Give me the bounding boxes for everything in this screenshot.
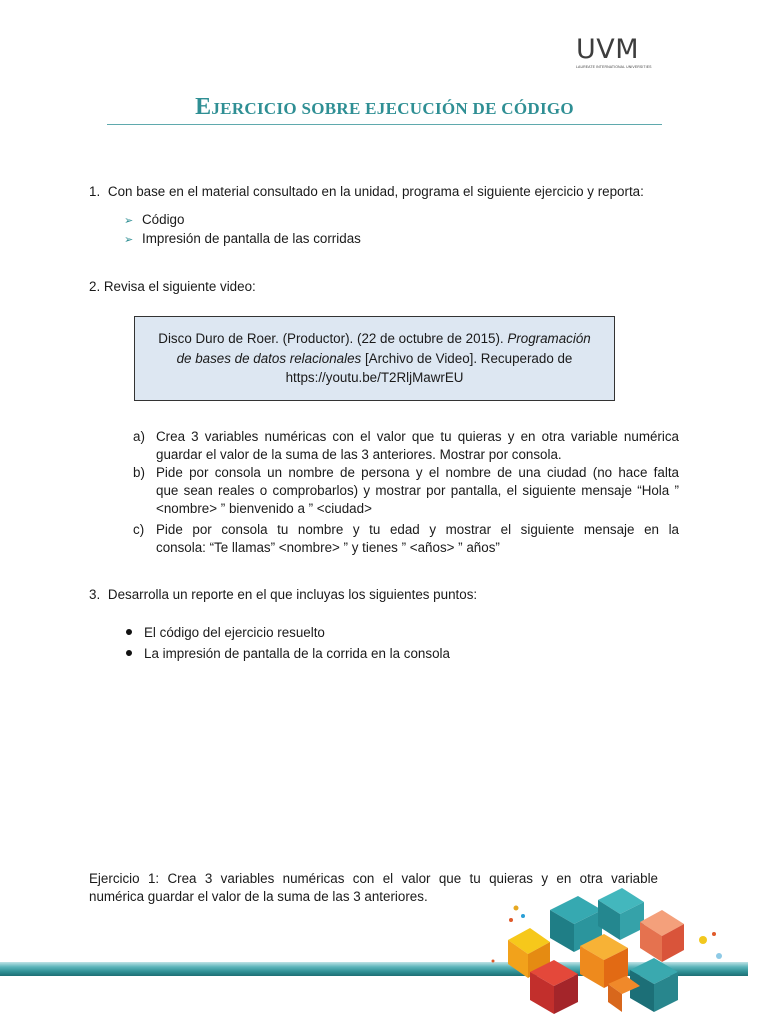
reference-title-a: Programación [507,331,591,346]
title-divider [107,124,662,125]
task-line: consola: “Te llamas” <nombre> ” y tienes ” <años> ” años” [156,540,500,555]
item-1-sub-text: Código [142,212,185,227]
task-a [133,428,679,464]
title-rest: JERCICIO SOBRE EJECUCIÓN DE CÓDIGO [211,99,574,118]
task-c [133,521,679,557]
task-line: guardar el valor de la suma de las 3 anteriores. Mostrar por consola. [156,447,562,462]
task-line: Pide por consola tu nombre y tu edad y mostrar el siguiente mensaje en la [156,522,679,537]
bullet-text: La impresión de pantalla de la corrida en la consola [144,646,450,661]
decorative-cubes-graphic [490,880,750,1020]
logo-text: UVM [576,34,640,65]
item-3-bullet-0 [126,624,325,642]
exercise-line: Ejercicio 1: Crea 3 variables numéricas con el valor que tu quieras y en otra variable [89,871,658,886]
task-line: Pide por consola un nombre de persona y el nombre de una ciudad (no hace falta [156,465,679,480]
task-label: b) [133,465,145,480]
reference-title-b: de bases de datos relacionales [176,350,362,366]
task-label: c) [133,522,145,537]
task-label: a) [133,429,145,444]
item-1-sub-text: Impresión de pantalla de las corridas [142,231,361,246]
item-1 [89,183,644,201]
task-line: <nombre> ” bienvenido a ” <ciudad> [156,501,372,516]
reference-box [134,316,615,401]
arrow-bullet-icon: ➢ [124,215,134,227]
task-line: que sean reales o comprobarlos) y mostrar por pantalla, el siguiente mensaje “Hola ” [156,483,679,498]
bullet-icon [126,629,132,635]
item-3-bullet-1 [126,645,450,663]
reference-author: Disco Duro de Roer. (Productor). (22 de octubre de 2015). [158,331,508,346]
reference-url[interactable]: https://youtu.be/T2RljMawrEU [285,370,464,385]
item-3 [89,586,477,604]
task-line: Crea 3 variables numéricas con el valor que tu quieras y en otra variable numérica [156,429,679,444]
logo-tagline: LAUREATE INTERNATIONAL UNIVERSITIES [576,65,652,69]
item-1-sub-1 [124,230,361,249]
reference-source: [Archivo de Video]. Recuperado de [361,350,573,366]
reference-line-2 [135,349,614,369]
title-initial: E [195,94,212,120]
bullet-icon [126,650,132,656]
item-1-text: Con base en el material consultado en la unidad, programa el siguiente ejercicio y reporta: [107,184,644,199]
reference-line-1 [135,329,614,349]
uvm-logo [560,36,666,72]
item-1-number: 1. [89,184,101,199]
exercise-line: numérica guardar el valor de la suma de las 3 anteriores. [89,889,428,904]
task-b [133,464,679,518]
item-3-text: Desarrolla un reporte en el que incluyas los siguientes puntos: [107,587,478,602]
bullet-text: El código del ejercicio resuelto [144,625,325,640]
page-title [107,94,662,122]
item-3-number: 3. [89,587,101,602]
arrow-bullet-icon: ➢ [124,234,134,246]
item-1-sub-0 [124,211,184,230]
item-2: 2. Revisa el siguiente video: [89,279,256,294]
